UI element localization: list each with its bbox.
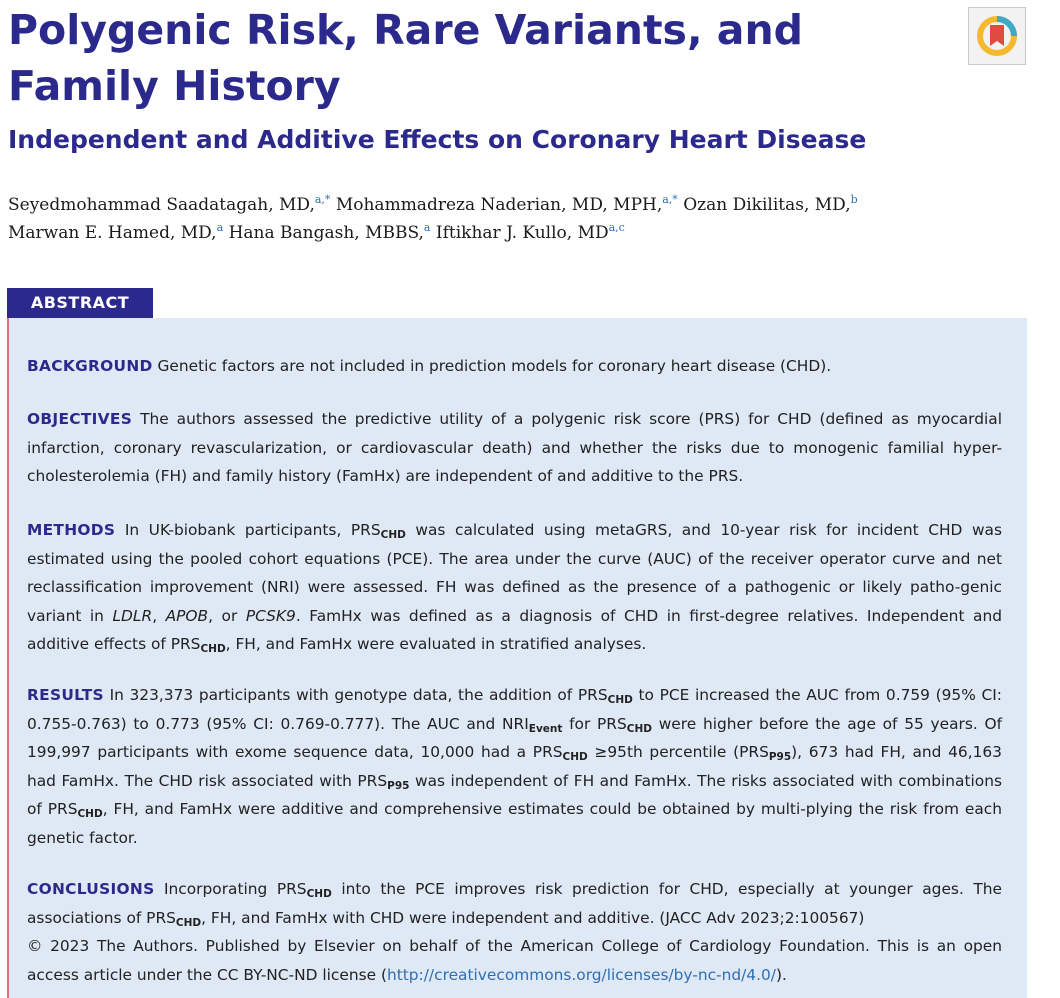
- conclusions-section: CONCLUSIONS Incorporating $PRS_{CHD}$ into the PCE improves risk prediction for CHD, especially at younger ages. The associations of $PRS_{CHD}$, FH, and FamHx with CHD were independent and additive. (JACC Adv 2023;2:100567) © 2023 The Authors. Published by Elsevier on behalf of the American College of Cardiology Foundation. This is an open access article under the CC BY-NC-ND license (http://creativecommons.org/licenses/by-nc-nd/4.0/).: [27, 880, 1002, 984]
- background-section: BACKGROUND Genetic factors are not included in prediction models for coronary heart disease (CHD).: [27, 357, 832, 375]
- author: Iftikhar J. Kullo, MD$^{a,c}$: [435, 221, 625, 243]
- section-label: METHODS: [27, 521, 116, 539]
- affiliation-marker[interactable]: a: [216, 221, 224, 234]
- results-section: RESULTS In 323,373 participants with genotype data, the addition of $PRS_{CHD}$ to PCE increased the AUC from 0.759 (95% CI: 0.755-0.763) to 0.773 (95% CI: 0.769-0.777). The AUC and $NRI_{Event}$ for $PRS_{CHD}$ were higher before the age of 55 years. Of 199,997 participants with exome sequence data, 10,000 had a $PRS_{CHD} \ge 95th$ percentile $(PRS_{P95})$, 673 had FH, and 46,163 had FamHx. The CHD risk associated with $PRS_{P95}$ was independent of FH and FamHx. The risks associated with combinations of $PRS_{CHD}$, FH, and FamHx were additive and comprehensive estimates could be obtained by multi-plying the risk from each genetic factor.: [27, 686, 1002, 847]
- affiliation-marker[interactable]: a,c: [608, 221, 625, 234]
- affiliation-marker[interactable]: a,*: [662, 193, 678, 206]
- citation: (JACC Adv 2023;2:100567): [654, 908, 865, 927]
- author: Hana Bangash, MBBS,$^a$: [228, 221, 431, 243]
- copyright-notice: © 2023 The Authors. Published by Elsevier on behalf of the American College of Cardiology Foundation. This is an open access article under the CC BY-NC-ND license (: [27, 937, 1002, 984]
- abstract-heading: ABSTRACT: [7, 288, 153, 318]
- article-title: Polygenic Risk, Rare Variants, and Family History: [8, 6, 803, 110]
- author: Ozan Dikilitas, MD,$^b$: [683, 193, 858, 215]
- section-label: OBJECTIVES: [27, 410, 133, 428]
- author: Mohammadreza Naderian, MD, MPH,$^{a,*}$: [335, 193, 678, 215]
- article-subtitle: Independent and Additive Effects on Coronary Heart Disease: [8, 125, 867, 154]
- affiliation-marker[interactable]: a: [423, 221, 431, 234]
- section-label: RESULTS: [27, 686, 104, 704]
- section-label: CONCLUSIONS: [27, 880, 155, 898]
- methods-section: METHODS In UK-biobank participants, $PRS_{CHD}$ was calculated using metaGRS, and 10-year risk for incident CHD was estimated using the pooled cohort equations (PCE). The area under the curve (AUC) of the receiver operator curve and net reclassification improvement (NRI) were assessed. FH was defined as the presence of a pathogenic or likely patho-genic variant in LDLR, APOB, or PCSK9. FamHx was defined as a diagnosis of CHD in first-degree relatives. Independent and additive effects of $PRS_{CHD}$, FH, and FamHx were evaluated in stratified analyses.: [27, 521, 1002, 655]
- objectives-section: OBJECTIVES The authors assessed the predictive utility of a polygenic risk score (PRS) for CHD (defined as myocardial infarction, coronary revascularization, or cardiovascular death) and whether the risks due to monogenic familial hyper-cholesterolemia (FH) and family history (FamHx) are independent of and additive to the PRS.: [27, 410, 1002, 485]
- license-link[interactable]: http://creativecommons.org/licenses/by-nc-nd/4.0/: [386, 965, 776, 984]
- section-label: BACKGROUND: [27, 357, 153, 375]
- author-list: [8, 191, 1008, 247]
- crossmark-logo-icon[interactable]: [968, 7, 1026, 65]
- affiliation-marker[interactable]: b: [850, 193, 858, 206]
- affiliation-marker[interactable]: a,*: [314, 193, 331, 206]
- author: Seyedmohammad Saadatagah, MD,$^{a,*}$: [8, 193, 331, 215]
- author: Marwan E. Hamed, MD,$^a$: [8, 221, 224, 243]
